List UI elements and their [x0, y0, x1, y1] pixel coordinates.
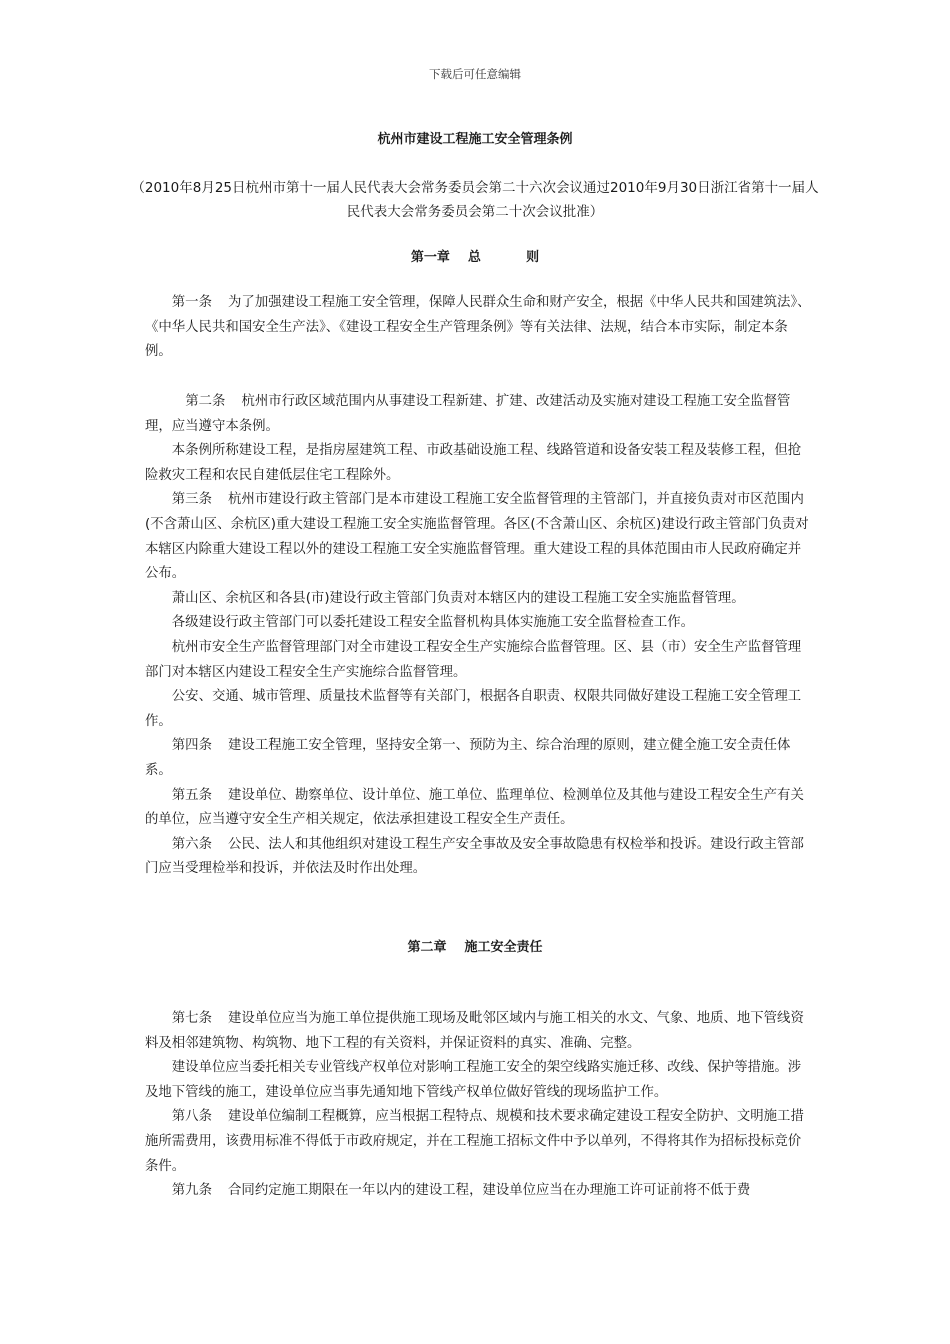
paragraph [145, 439, 813, 488]
paragraph [145, 685, 813, 734]
article-number: 第一条 [171, 295, 212, 310]
paragraph [145, 1179, 813, 1204]
header-note: 下载后可任意编辑 [429, 67, 521, 81]
article-number: 第六条 [171, 836, 212, 852]
article-number: 第四条 [171, 738, 212, 754]
paragraph [145, 587, 813, 612]
chapter-2-section [145, 1007, 813, 1204]
chapter-1-section-a [145, 291, 813, 365]
paragraph-text: 杭州市建设行政主管部门是本市建设工程施工安全监督管理的主管部门，并直接负责对市区范围内(不含萧山区、余杭区)重大建设工程施工安全实施监督管理。各区(不含萧山区、余杭区)建设行政主管部门负责对本辖区内除重大建设工程以外的建设工程施工安全实施监督管理。重大建设工程的具体范围由市人民政府确定并公布。 [145, 492, 809, 582]
paragraph-text: 建设单位应当为施工单位提供施工现场及毗邻区域内与施工相关的水文、气象、地质、地下管线资料及相邻建筑物、构筑物、地下工程的有关资料，并保证资料的真实、准确、完整。 [145, 1011, 804, 1051]
paragraph [145, 833, 813, 882]
paragraph-text: 建设单位应当委托相关专业管线产权单位对影响工程施工安全的架空线路实施迁移、改线、保护等措施。涉及地下管线的施工，建设单位应当事先通知地下管线产权单位做好管线的现场监护工作。 [145, 1060, 802, 1100]
document-subtitle: （2010年8月25日杭州市第十一届人民代表大会常务委员会第二十六次会议通过2010年9月30日浙江省第十一届人民代表大会常务委员会第二十次会议批准） [131, 180, 819, 220]
paragraph [145, 611, 813, 636]
paragraph [145, 784, 813, 833]
article-number: 第七条 [171, 1011, 212, 1026]
paragraph-text: 为了加强建设工程施工安全管理，保障人民群众生命和财产安全，根据《中华人民共和国建筑法》、《中华人民共和国安全生产法》、《建设工程安全生产管理条例》等有关法律、法规，结合本市实际，制定本条例。 [145, 295, 811, 360]
paragraph-text: 杭州市行政区域范围内从事建设工程新建、扩建、改建活动及实施对建设工程施工安全监督管理，应当遵守本条例。 [145, 394, 791, 434]
chapter-heading: 第一章 总 则 [410, 250, 540, 265]
article-number: 第二条 [185, 394, 226, 409]
paragraph-text: 合同约定施工期限在一年以内的建设工程，建设单位应当在办理施工许可证前将不低于费 [228, 1183, 751, 1199]
paragraph-text: 各级建设行政主管部门可以委托建设工程安全监督机构具体实施施工安全监督检查工作。 [171, 615, 695, 631]
paragraph [145, 1007, 813, 1056]
paragraph [145, 291, 813, 365]
document-title: 杭州市建设工程施工安全管理条例 [377, 132, 573, 147]
paragraph-text: 杭州市安全生产监督管理部门对全市建设工程安全生产实施综合监督管理。区、县（市）安全生产监督管理部门对本辖区内建设工程安全生产实施综合监督管理。 [145, 639, 802, 680]
article-number: 第三条 [171, 492, 212, 508]
chapter-heading: 第二章 施工安全责任 [407, 940, 543, 955]
paragraph [145, 390, 813, 439]
paragraph-text: 本条例所称建设工程，是指房屋建筑工程、市政基础设施工程、线路管道和设备安装工程及装修工程，但抢险救灾工程和农民自建低层住宅工程除外。 [145, 443, 802, 483]
chapter-1-section-b [145, 390, 813, 882]
article-number: 第九条 [171, 1183, 212, 1199]
paragraph [145, 636, 813, 685]
paragraph-text: 建设单位编制工程概算，应当根据工程特点、规模和技术要求确定建设工程安全防护、文明施工措施所需费用，该费用标准不得低于市政府规定，并在工程施工招标文件中予以单列，不得将其作为招标投标竞价条件。 [145, 1109, 804, 1174]
paragraph [145, 1056, 813, 1105]
paragraph-text: 公安、交通、城市管理、质量技术监督等有关部门，根据各自职责、权限共同做好建设工程施工安全管理工作。 [145, 689, 802, 729]
paragraph [145, 488, 813, 586]
paragraph-text: 建设单位、勘察单位、设计单位、施工单位、监理单位、检测单位及其他与建设工程安全生产有关的单位，应当遵守安全生产相关规定，依法承担建设工程安全生产责任。 [145, 787, 804, 828]
paragraph-text: 建设工程施工安全管理，坚持安全第一、预防为主、综合治理的原则，建立健全施工安全责任体系。 [145, 738, 791, 778]
article-number: 第八条 [171, 1109, 212, 1125]
article-number: 第五条 [171, 787, 212, 803]
paragraph-text: 萧山区、余杭区和各县(市)建设行政主管部门负责对本辖区内的建设工程施工安全实施监督管理。 [171, 590, 745, 606]
paragraph [145, 734, 813, 783]
paragraph-text: 公民、法人和其他组织对建设工程生产安全事故及安全事故隐患有权检举和投诉。建设行政主管部门应当受理检举和投诉，并依法及时作出处理。 [145, 836, 804, 877]
paragraph [145, 1105, 813, 1179]
